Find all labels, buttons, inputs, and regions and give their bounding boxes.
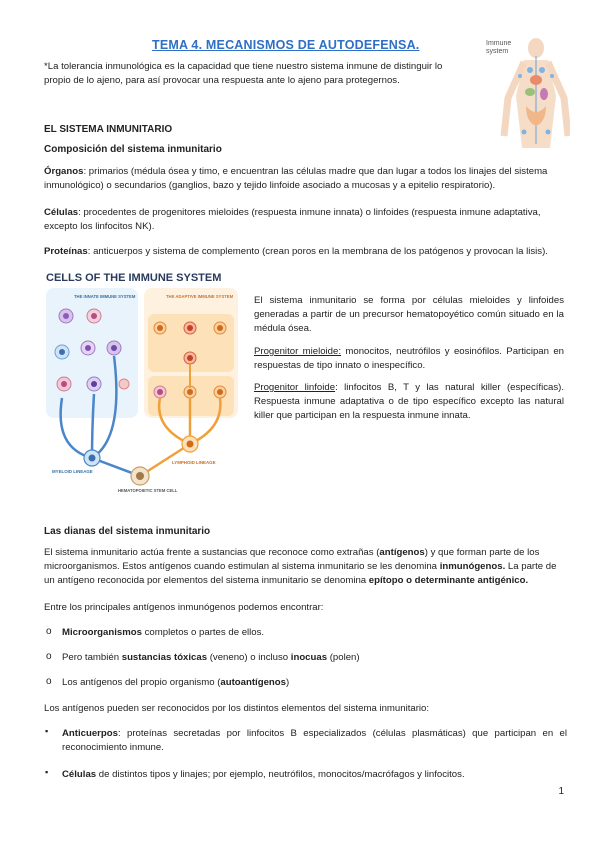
svg-text:MYELOID LINEAGE: MYELOID LINEAGE	[52, 469, 93, 474]
list-item: Los antígenos del propio organismo (autoantígenos)	[62, 677, 290, 688]
section2-heading: Las dianas del sistema inmunitario	[44, 526, 211, 537]
proteinas-paragraph: Proteínas: anticuerpos y sistema de complemento (crean poros en la membrana de los patógenos y provocan la lisis).	[44, 246, 548, 257]
bullet-item-anticuerpos: Anticuerpos: proteínas secretadas por linfocitos B especializados (células plasmáticas) que participan en el reconocimiento inmune.	[62, 728, 567, 753]
immune-figure-label: Immune	[486, 40, 512, 47]
reconocimiento-intro: Los antígenos pueden ser reconocidos por los distintos elementos del sistema inmunitario:	[44, 703, 430, 714]
square-bullet-icon: ▪	[45, 767, 49, 777]
list-bullet-o: o	[46, 651, 52, 662]
svg-text:system: system	[486, 48, 509, 55]
svg-text:THE ADAPTIVE IMMUNE SYSTEM: THE ADAPTIVE IMMUNE SYSTEM	[166, 294, 234, 299]
right-paragraph-1: El sistema inmunitario se forma por células mieloides y linfoides generadas a partir de un precursor hematopoyético común situado en la médula ósea.	[254, 295, 564, 334]
bullet-item-celulas: Células de distintos tipos y linajes; por ejemplo, neutrófilos, monocitos/macrófagos y linfocitos.	[62, 769, 465, 780]
list-bullet-o: o	[46, 626, 52, 637]
linfoide-paragraph: Progenitor linfoide: linfocitos B, T y las natural killer (específicas). Respuesta inmune adaptativa o de tipo específico excepto las natural killer que participan en la respuesta inmune innata.	[254, 382, 564, 421]
celulas-paragraph: Células: procedentes de progenitores mieloides (respuesta inmune innata) o linfoides (respuesta inmune adaptativa, excepto los linfocitos NK).	[44, 207, 541, 232]
svg-text:THE INNATE IMMUNE SYSTEM: THE INNATE IMMUNE SYSTEM	[74, 294, 136, 299]
proteinas-label: Proteínas	[44, 246, 88, 257]
svg-text:HEMATOPOIETIC STEM CELL: HEMATOPOIETIC STEM CELL	[118, 488, 178, 493]
section-subheading: Composición del sistema inmunitario	[44, 144, 222, 155]
organos-paragraph: Órganos: primarios (médula ósea y timo, e encuentran las células madre que dan lugar a todos los linajes del sistema inmunológico) o secundarios (ganglios, bazo y tejido linfoide asociado a mucosas y a epitelio respiratorio).	[44, 166, 548, 191]
cells-figure-title: CELLS OF THE IMMUNE SYSTEM	[46, 272, 222, 284]
list-item: Microorganismos completos o partes de ellos.	[62, 627, 265, 638]
celulas-label: Células	[44, 207, 79, 218]
organos-label: Órganos	[44, 166, 84, 177]
svg-text:LYMPHOID LINEAGE: LYMPHOID LINEAGE	[172, 460, 216, 465]
list-bullet-o: o	[46, 676, 52, 687]
section-heading: EL SISTEMA INMUNITARIO	[44, 124, 173, 135]
page-number: 1	[558, 786, 564, 797]
antigenos-intro: Entre los principales antígenos inmunógenos podemos encontrar:	[44, 602, 324, 613]
square-bullet-icon: ▪	[45, 726, 49, 736]
page-title: TEMA 4. MECANISMOS DE AUTODEFENSA.	[152, 38, 420, 52]
linfoide-label: Progenitor linfoide	[254, 382, 336, 393]
mieloide-label: Progenitor mieloide:	[254, 346, 342, 357]
list-item: Pero también sustancias tóxicas (veneno) o incluso inocuas (polen)	[62, 652, 360, 663]
intro-paragraph: *La tolerancia inmunológica es la capacidad que tiene nuestro sistema inmune de distinguir lo propio de lo ajeno, para así provocar una respuesta ante lo ajeno para protegernos.	[44, 61, 443, 86]
cells-immune-figure	[44, 268, 240, 496]
immune-system-figure	[484, 36, 570, 148]
mieloide-paragraph: Progenitor mieloide: monocitos, neutrófilos y eosinófilos. Participan en respuestas de tipo innato o inespecífico.	[254, 346, 564, 371]
dianas-paragraph: El sistema inmunitario actúa frente a sustancias que reconoce como extrañas (antígenos) y que forman parte de los microorganismos. Estos antígenos cuando estimulan al sistema inmunitario se les denomina inmunógenos. La parte de un antígeno reconocida por elementos del sistema inmunitario se denomina epítopo o determinante antigénico.	[44, 547, 557, 586]
